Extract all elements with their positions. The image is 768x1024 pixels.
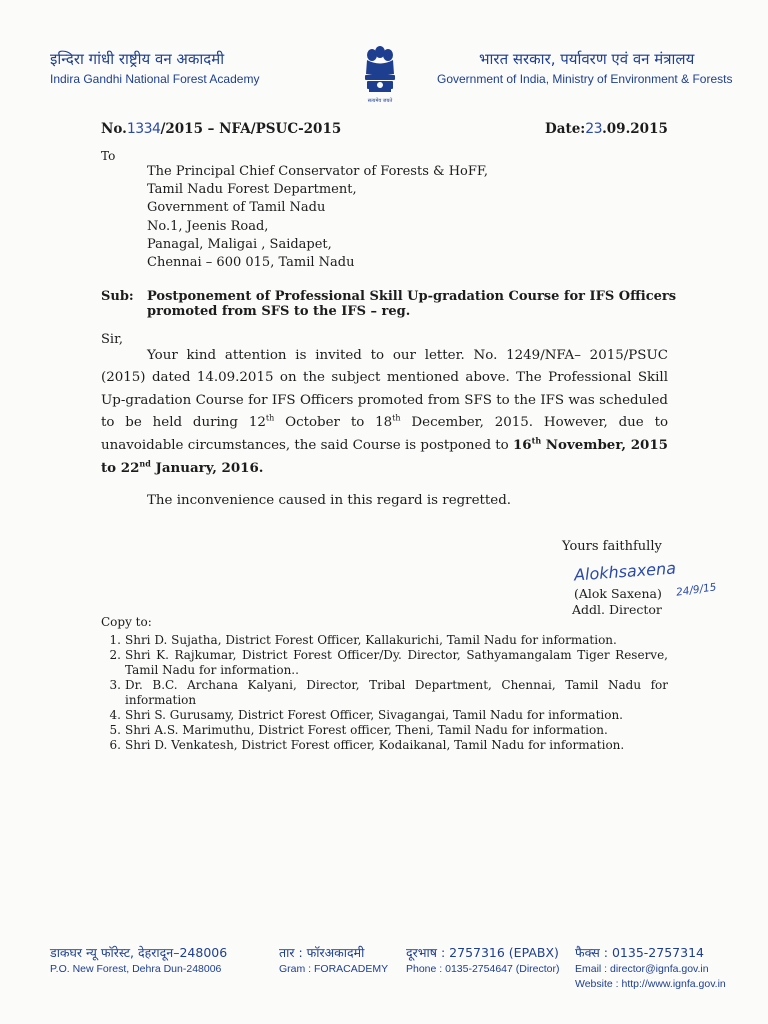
- letter-date: Date:23.09.2015: [545, 121, 668, 137]
- reference-number: No.1334/2015 – NFA/PSUC-2015: [101, 121, 342, 137]
- closing: Yours faithfully: [562, 539, 662, 554]
- subject-label: Sub:: [101, 289, 134, 304]
- signatory-name: (Alok Saxena): [574, 586, 662, 601]
- handwritten-signature: Alokhsaxena: [573, 558, 677, 585]
- footer-telegram-hindi: तार : फॉरअकादमी: [279, 945, 365, 960]
- list-item: 2. Shri K. Rajkumar, District Forest Officer/Dy. Director, Sathyamangalam Tiger Reserve, Tamil Nadu for information..: [109, 648, 668, 677]
- ministry-name-english: Government of India, Ministry of Environment & Forests: [437, 72, 733, 86]
- list-item: 3. Dr. B.C. Archana Kalyani, Director, Tribal Department, Chennai, Tamil Nadu for information: [109, 677, 668, 707]
- to-label: To: [101, 149, 116, 163]
- handwritten-number: 1334: [126, 121, 161, 137]
- footer-email: Email : director@ignfa.gov.in: [575, 963, 709, 975]
- address-line: Panagal, Maligai , Saidapet,: [147, 236, 332, 252]
- footer-phone-hindi: दूरभाष : 2757316 (EPABX): [406, 945, 559, 960]
- list-item: 6. Shri D. Venkatesh, District Forest officer, Kodaikanal, Tamil Nadu for information.: [109, 738, 625, 753]
- body-paragraph-1: Your kind attention is invited to our letter. No. 1249/NFA– 2015/PSUC (2015) dated 14.09.2015 on the subject mentioned above. The Professional Skill Up-gradation Course for IFS Officers promoted from SFS to the IFS was scheduled to be held during 12th October to 18th December, 2015. However, due to unavoidable circumstances, the said Course is postponed to 16th November, 2015 to 22nd January, 2016.: [101, 348, 669, 477]
- salutation: Sir,: [101, 332, 123, 347]
- list-item: 4. Shri S. Gurusamy, District Forest Officer, Sivagangai, Tamil Nadu for information.: [109, 707, 623, 722]
- address-line: Chennai – 600 015, Tamil Nadu: [147, 255, 355, 271]
- footer-phone-english: Phone : 0135-2754647 (Director): [406, 963, 560, 975]
- handwritten-date-day: 23: [585, 121, 603, 137]
- signatory-designation: Addl. Director: [572, 602, 662, 617]
- recipient-address: [147, 163, 488, 272]
- body-paragraph-2: The inconvenience caused in this regard is regretted.: [147, 493, 512, 508]
- address-line: Government of Tamil Nadu: [147, 200, 326, 216]
- list-item: 1. Shri D. Sujatha, District Forest Officer, Kallakurichi, Tamil Nadu for information.: [109, 633, 617, 647]
- address-line: Tamil Nadu Forest Department,: [147, 182, 357, 198]
- footer-telegram-english: Gram : FORACADEMY: [279, 963, 389, 975]
- academy-name-english: Indira Gandhi National Forest Academy: [50, 72, 260, 86]
- footer-address-english: P.O. New Forest, Dehra Dun-248006: [50, 963, 222, 975]
- footer-fax-hindi: फैक्स : 0135-2757314: [575, 945, 704, 960]
- footer-website: Website : http://www.ignfa.gov.in: [575, 978, 726, 990]
- ministry-name-hindi: भारत सरकार, पर्यावरण एवं वन मंत्रालय: [479, 50, 695, 68]
- academy-name-hindi: इन्दिरा गांधी राष्ट्रीय वन अकादमी: [50, 50, 225, 68]
- list-item: 5. Shri A.S. Marimuthu, District Forest officer, Theni, Tamil Nadu for information.: [109, 722, 608, 737]
- subject-text: Postponement of Professional Skill Up-gradation Course for IFS Officers promoted from SFS to the IFS – reg.: [147, 289, 677, 319]
- signature-date-scrawl: 24/9/15: [675, 581, 718, 599]
- state-emblem-icon: [357, 44, 403, 106]
- footer-address-hindi: डाकघर न्यू फॉरेस्ट, देहरादून–248006: [50, 945, 228, 960]
- address-line: The Principal Chief Conservator of Forests & HoFF,: [147, 164, 489, 179]
- copy-to-list: [101, 633, 668, 753]
- address-line: No.1, Jeenis Road,: [147, 218, 269, 234]
- emblem-motto: सत्यमेव जयते: [367, 98, 393, 104]
- copy-to-label: Copy to:: [101, 615, 152, 629]
